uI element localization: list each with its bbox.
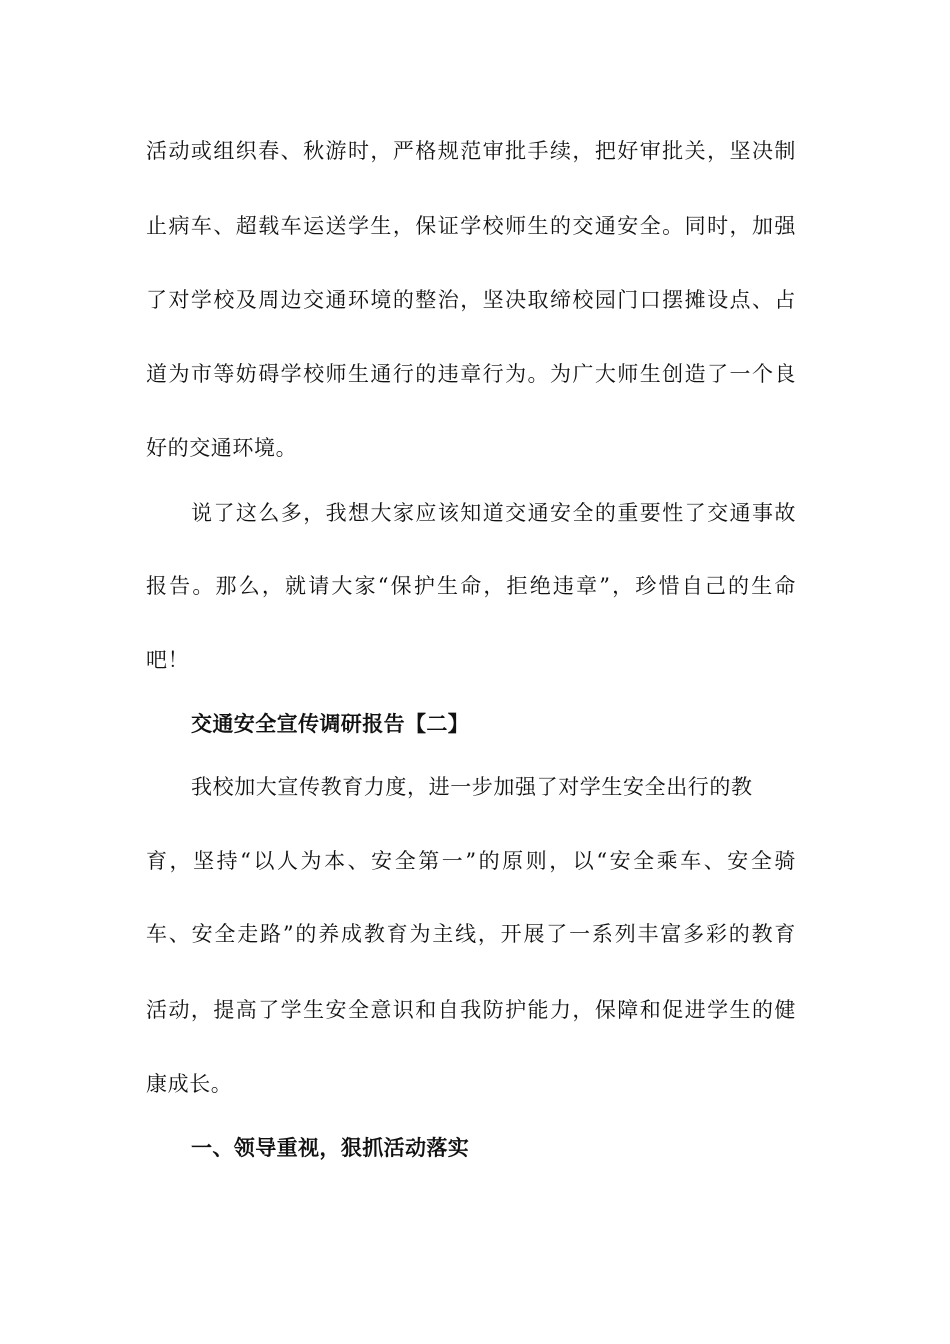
body-text-line: 道为市等妨碍学校师生通行的违章行为。为广大师生创造了一个良 bbox=[146, 362, 796, 386]
body-text-line: 活动或组织春、秋游时，严格规范审批手续，把好审批关，坚决制 bbox=[146, 139, 796, 163]
body-text-line: 说了这么多，我想大家应该知道交通安全的重要性了交通事故 bbox=[191, 501, 796, 525]
section-heading: 交通安全宣传调研报告【二】 bbox=[191, 712, 470, 736]
body-text-line: 车、安全走路”的养成教育为主线，开展了一系列丰富多彩的教育 bbox=[146, 922, 796, 946]
body-text-line: 活动，提高了学生安全意识和自我防护能力，保障和促进学生的健 bbox=[146, 998, 796, 1022]
body-text-line: 好的交通环境。 bbox=[146, 436, 298, 460]
body-text-line: 止病车、超载车运送学生，保证学校师生的交通安全。同时，加强 bbox=[146, 214, 796, 238]
body-text-line: 康成长。 bbox=[146, 1072, 233, 1096]
body-text-line: 了对学校及周边交通环境的整治，坚决取缔校园门口摆摊设点、占 bbox=[146, 288, 796, 312]
body-text-line: 育，坚持“以人为本、安全第一”的原则，以“安全乘车、安全骑 bbox=[146, 849, 796, 873]
subsection-heading: 一、领导重视，狠抓活动落实 bbox=[191, 1136, 470, 1160]
body-text-line: 报告。那么，就请大家“保护生命，拒绝违章”，珍惜自己的生命 bbox=[146, 574, 796, 598]
body-text-line: 吧！ bbox=[146, 648, 190, 672]
body-text-line: 我校加大宣传教育力度，进一步加强了对学生安全出行的教 bbox=[191, 775, 753, 799]
